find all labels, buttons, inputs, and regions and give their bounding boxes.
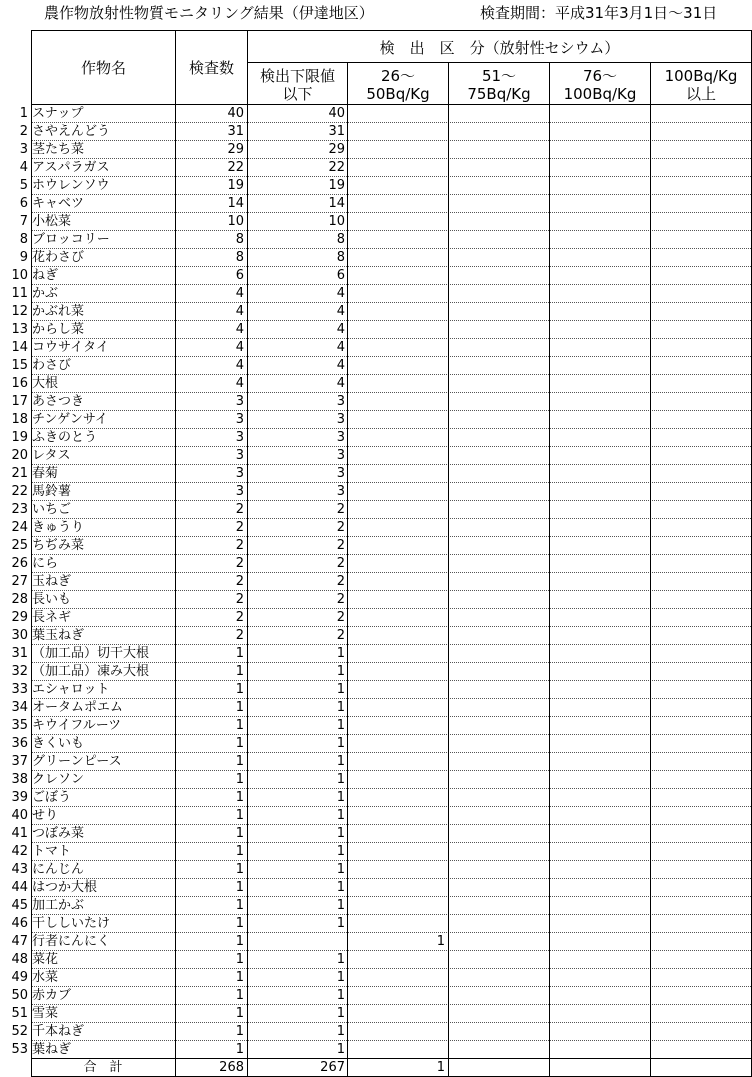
cell-crop-name: あさつき <box>32 394 85 409</box>
cell-below-limit: 3 <box>336 430 345 445</box>
grid-line <box>31 194 751 195</box>
cell-count: 22 <box>227 160 244 175</box>
cell-below-limit: 3 <box>336 466 345 481</box>
row-number: 27 <box>11 574 28 589</box>
cell-crop-name: キウイフルーツ <box>32 718 122 733</box>
grid-line <box>31 482 751 483</box>
cell-count: 1 <box>235 1042 244 1057</box>
row-number: 28 <box>11 592 28 607</box>
cell-count: 1 <box>235 826 244 841</box>
header-range-100-plus-line1: 100Bq/Kg <box>664 67 738 85</box>
cell-below-limit: 2 <box>336 592 345 607</box>
row-number: 26 <box>11 556 28 571</box>
cell-count: 4 <box>235 304 244 319</box>
cell-count: 4 <box>235 340 244 355</box>
grid-line <box>448 62 449 1077</box>
row-number: 7 <box>19 214 28 229</box>
cell-below-limit: 19 <box>328 178 345 193</box>
cell-crop-name: せり <box>32 808 59 823</box>
cell-crop-name: つぼみ菜 <box>32 826 85 841</box>
row-number: 2 <box>19 124 28 139</box>
cell-count: 3 <box>235 394 244 409</box>
cell-count: 4 <box>235 376 244 391</box>
cell-crop-name: チンゲンサイ <box>32 412 108 427</box>
row-number: 37 <box>11 754 28 769</box>
cell-crop-name: 水菜 <box>32 970 59 985</box>
cell-crop-name: ふきのとう <box>32 430 98 445</box>
cell-below-limit: 1 <box>336 664 345 679</box>
grid-line <box>31 392 751 393</box>
grid-line <box>31 30 32 1077</box>
grid-line <box>31 374 751 375</box>
cell-crop-name: 花わさび <box>32 250 85 265</box>
row-number: 15 <box>11 358 28 373</box>
header-crop-name: 作物名 <box>80 59 126 77</box>
cell-count: 31 <box>227 124 244 139</box>
cell-count: 3 <box>235 430 244 445</box>
cell-count: 1 <box>235 682 244 697</box>
cell-below-limit: 31 <box>328 124 345 139</box>
cell-crop-name: エシャロット <box>32 682 110 697</box>
header-count: 検査数 <box>188 59 234 77</box>
cell-count: 1 <box>235 880 244 895</box>
cell-count: 2 <box>235 574 244 589</box>
grid-line <box>31 626 751 627</box>
row-number: 39 <box>11 790 28 805</box>
cell-crop-name: にら <box>32 556 59 571</box>
cell-count: 1 <box>235 772 244 787</box>
cell-crop-name: 春菊 <box>32 466 59 481</box>
cell-below-limit: 14 <box>328 196 345 211</box>
header-below-limit <box>248 66 347 104</box>
grid-line <box>31 410 751 411</box>
row-number: 45 <box>11 898 28 913</box>
row-number: 17 <box>11 394 28 409</box>
grid-line <box>247 62 751 63</box>
cell-count: 1 <box>235 988 244 1003</box>
cell-count: 1 <box>235 934 244 949</box>
row-number: 24 <box>11 520 28 535</box>
header-below-limit-line1: 検出下限値 <box>259 67 335 85</box>
cell-crop-name: きくいも <box>32 736 85 751</box>
cell-below-limit: 2 <box>336 574 345 589</box>
row-number: 19 <box>11 430 28 445</box>
cell-below-limit: 1 <box>336 970 345 985</box>
row-number: 50 <box>11 988 28 1003</box>
cell-count: 1 <box>235 646 244 661</box>
cell-below-limit: 4 <box>336 358 345 373</box>
cell-crop-name: からし菜 <box>32 322 85 337</box>
grid-line <box>31 212 751 213</box>
cell-below-limit: 1 <box>336 844 345 859</box>
cell-crop-name: さやえんどう <box>32 124 111 139</box>
cell-crop-name: 雪菜 <box>32 1006 59 1021</box>
row-number: 36 <box>11 736 28 751</box>
cell-below-limit: 1 <box>336 808 345 823</box>
grid-line <box>31 860 751 861</box>
row-number: 35 <box>11 718 28 733</box>
cell-below-limit: 2 <box>336 610 345 625</box>
cell-crop-name: アスパラガス <box>32 160 110 175</box>
row-number: 40 <box>11 808 28 823</box>
cell-below-limit: 2 <box>336 538 345 553</box>
grid-line <box>31 536 751 537</box>
row-number: 4 <box>19 160 28 175</box>
grid-line <box>31 842 751 843</box>
grid-line <box>31 1004 751 1005</box>
cell-crop-name: かぶれ菜 <box>32 304 85 319</box>
grid-line <box>31 284 751 285</box>
cell-below-limit: 1 <box>336 772 345 787</box>
header-detection-group: 検 出 区 分（放射性セシウム） <box>379 39 620 57</box>
cell-below-limit: 1 <box>336 826 345 841</box>
cell-crop-name: 干ししいたけ <box>32 916 111 931</box>
row-number: 16 <box>11 376 28 391</box>
row-number: 11 <box>11 286 28 301</box>
cell-count: 1 <box>235 1006 244 1021</box>
grid-line <box>31 698 751 699</box>
grid-line <box>31 878 751 879</box>
cell-below-limit: 1 <box>336 862 345 877</box>
cell-count: 2 <box>235 556 244 571</box>
inspection-period: 検査期間：平成31年3月1日～31日 <box>480 4 718 22</box>
grid-line <box>31 1022 751 1023</box>
grid-line <box>31 932 751 933</box>
row-number: 9 <box>19 250 28 265</box>
grid-line <box>31 770 751 771</box>
row-number: 10 <box>11 268 28 283</box>
row-number: 47 <box>11 934 28 949</box>
cell-below-limit: 4 <box>336 376 345 391</box>
cell-below-limit: 1 <box>336 682 345 697</box>
grid-line <box>31 104 751 105</box>
row-number: 52 <box>11 1024 28 1039</box>
total-range-26-50: 1 <box>436 1060 445 1075</box>
cell-crop-name: 小松菜 <box>32 214 72 229</box>
row-number: 42 <box>11 844 28 859</box>
grid-line <box>31 302 751 303</box>
cell-below-limit: 1 <box>336 880 345 895</box>
row-number: 41 <box>11 826 28 841</box>
cell-crop-name: かぶ <box>32 286 59 301</box>
cell-below-limit: 3 <box>336 448 345 463</box>
cell-below-limit: 1 <box>336 1006 345 1021</box>
row-number: 13 <box>11 322 28 337</box>
grid-line <box>31 248 751 249</box>
cell-below-limit: 4 <box>336 286 345 301</box>
cell-crop-name: グリーンピース <box>32 754 122 769</box>
grid-line <box>175 30 176 1077</box>
cell-below-limit: 1 <box>336 754 345 769</box>
row-number: 5 <box>19 178 28 193</box>
cell-crop-name: はつか大根 <box>32 880 98 895</box>
cell-crop-name: スナップ <box>32 106 84 121</box>
cell-below-limit: 1 <box>336 790 345 805</box>
grid-line <box>31 518 751 519</box>
cell-crop-name: きゅうり <box>32 520 85 535</box>
cell-count: 2 <box>235 610 244 625</box>
cell-below-limit: 4 <box>336 340 345 355</box>
cell-count: 4 <box>235 322 244 337</box>
cell-crop-name: 葉ねぎ <box>32 1042 72 1057</box>
cell-below-limit: 4 <box>336 304 345 319</box>
grid-line <box>31 572 751 573</box>
total-below-limit: 267 <box>320 1060 345 1075</box>
grid-line <box>31 608 751 609</box>
cell-count: 2 <box>235 628 244 643</box>
cell-below-limit: 6 <box>336 268 345 283</box>
grid-line <box>31 230 751 231</box>
cell-crop-name: レタス <box>32 448 71 463</box>
grid-line <box>31 338 751 339</box>
cell-count: 8 <box>235 250 244 265</box>
grid-line <box>347 62 348 1077</box>
grid-line <box>31 968 751 969</box>
cell-crop-name: いちご <box>32 502 72 517</box>
cell-below-limit: 2 <box>336 556 345 571</box>
cell-count: 1 <box>235 700 244 715</box>
cell-below-limit: 1 <box>336 916 345 931</box>
cell-crop-name: クレソン <box>32 772 85 787</box>
grid-line <box>31 824 751 825</box>
cell-crop-name: ちぢみ菜 <box>32 538 85 553</box>
total-count: 268 <box>219 1060 244 1075</box>
cell-count: 1 <box>235 808 244 823</box>
cell-below-limit: 10 <box>328 214 345 229</box>
cell-crop-name: 葉玉ねぎ <box>32 628 85 643</box>
row-number: 33 <box>11 682 28 697</box>
grid-line <box>31 554 751 555</box>
cell-count: 2 <box>235 538 244 553</box>
grid-line <box>31 158 751 159</box>
cell-below-limit: 1 <box>336 736 345 751</box>
cell-count: 3 <box>235 448 244 463</box>
cell-count: 1 <box>235 952 244 967</box>
cell-crop-name: 長ネギ <box>32 610 72 625</box>
cell-count: 4 <box>235 358 244 373</box>
row-number: 49 <box>11 970 28 985</box>
row-number: 32 <box>11 664 28 679</box>
cell-below-limit: 3 <box>336 484 345 499</box>
row-number: 53 <box>11 1042 28 1057</box>
cell-below-limit: 2 <box>336 502 345 517</box>
cell-below-limit: 1 <box>336 988 345 1003</box>
row-number: 43 <box>11 862 28 877</box>
row-number: 3 <box>19 142 28 157</box>
cell-below-limit: 40 <box>328 106 345 121</box>
cell-below-limit: 3 <box>336 412 345 427</box>
row-number: 48 <box>11 952 28 967</box>
cell-below-limit: 1 <box>336 1042 345 1057</box>
header-range-100-plus-line2: 以上 <box>685 85 716 103</box>
row-number: 25 <box>11 538 28 553</box>
row-number: 21 <box>11 466 28 481</box>
grid-line <box>31 896 751 897</box>
row-number: 12 <box>11 304 28 319</box>
grid-line <box>31 1040 751 1041</box>
grid-line <box>31 266 751 267</box>
cell-count: 29 <box>227 142 244 157</box>
row-number: 18 <box>11 412 28 427</box>
cell-crop-name: ねぎ <box>32 268 59 283</box>
cell-crop-name: （加工品）切干大根 <box>32 646 150 661</box>
cell-crop-name: 加工かぶ <box>32 898 85 913</box>
grid-line <box>31 500 751 501</box>
cell-count: 2 <box>235 520 244 535</box>
cell-count: 3 <box>235 466 244 481</box>
grid-line <box>31 662 751 663</box>
cell-crop-name: ホウレンソウ <box>32 178 110 193</box>
grid-line <box>31 950 751 951</box>
header-range-76-100-line1: 76～ <box>582 67 618 85</box>
row-number: 14 <box>11 340 28 355</box>
grid-line <box>31 356 751 357</box>
header-below-limit-line2: 以下 <box>282 85 313 103</box>
cell-crop-name: ごぼう <box>32 790 72 805</box>
cell-count: 1 <box>235 736 244 751</box>
cell-crop-name: 千本ねぎ <box>32 1024 85 1039</box>
cell-count: 1 <box>235 862 244 877</box>
cell-count: 1 <box>235 898 244 913</box>
grid-line <box>31 752 751 753</box>
row-number: 44 <box>11 880 28 895</box>
cell-below-limit: 4 <box>336 322 345 337</box>
cell-count: 6 <box>235 268 244 283</box>
cell-count: 1 <box>235 664 244 679</box>
cell-count: 10 <box>227 214 244 229</box>
cell-below-limit: 1 <box>336 898 345 913</box>
row-number: 1 <box>19 106 28 121</box>
grid-line <box>31 788 751 789</box>
cell-crop-name: にんじん <box>32 862 85 877</box>
cell-count: 1 <box>235 790 244 805</box>
row-number: 6 <box>19 196 28 211</box>
cell-crop-name: 大根 <box>32 376 59 391</box>
header-range-26-50-line2: 50Bq/Kg <box>366 85 430 103</box>
row-number: 51 <box>11 1006 28 1021</box>
cell-count: 2 <box>235 502 244 517</box>
cell-crop-name: 茎たち菜 <box>32 142 85 157</box>
cell-below-limit: 1 <box>336 646 345 661</box>
cell-range-26-50: 1 <box>436 934 445 949</box>
grid-line <box>247 30 248 1077</box>
row-number: 29 <box>11 610 28 625</box>
cell-crop-name: オータムポエム <box>32 700 124 715</box>
cell-below-limit: 3 <box>336 394 345 409</box>
grid-line <box>31 806 751 807</box>
row-number: 30 <box>11 628 28 643</box>
cell-crop-name: ブロッコリー <box>32 232 110 247</box>
grid-line <box>31 320 751 321</box>
cell-crop-name: キャベツ <box>32 196 85 211</box>
total-label: 合 計 <box>83 1060 123 1075</box>
cell-crop-name: 長いも <box>32 592 72 607</box>
grid-line <box>31 716 751 717</box>
cell-count: 1 <box>235 718 244 733</box>
cell-crop-name: 馬鈴薯 <box>32 484 72 499</box>
cell-count: 8 <box>235 232 244 247</box>
cell-crop-name: 玉ねぎ <box>32 574 72 589</box>
grid-line <box>31 590 751 591</box>
row-number: 20 <box>11 448 28 463</box>
cell-count: 3 <box>235 484 244 499</box>
header-range-26-50-line1: 26～ <box>380 67 416 85</box>
cell-below-limit: 29 <box>328 142 345 157</box>
header-range-26-50 <box>348 66 448 104</box>
cell-count: 40 <box>227 106 244 121</box>
page-title: 農作物放射性物質モニタリング結果（伊達地区） <box>44 4 374 22</box>
cell-below-limit: 1 <box>336 952 345 967</box>
cell-count: 1 <box>235 844 244 859</box>
row-number: 46 <box>11 916 28 931</box>
grid-line <box>31 986 751 987</box>
grid-line <box>549 62 550 1077</box>
cell-count: 2 <box>235 592 244 607</box>
cell-crop-name: トマト <box>32 844 72 859</box>
header-range-51-75-line1: 51～ <box>481 67 517 85</box>
header-range-100-plus <box>651 66 751 104</box>
cell-count: 1 <box>235 1024 244 1039</box>
cell-count: 14 <box>227 196 244 211</box>
row-number: 34 <box>11 700 28 715</box>
header-range-76-100 <box>550 66 650 104</box>
grid-line <box>31 680 751 681</box>
cell-crop-name: コウサイタイ <box>32 340 109 355</box>
cell-below-limit: 22 <box>328 160 345 175</box>
row-number: 31 <box>11 646 28 661</box>
grid-line <box>31 30 751 31</box>
grid-line <box>31 428 751 429</box>
row-number: 23 <box>11 502 28 517</box>
cell-below-limit: 2 <box>336 520 345 535</box>
cell-below-limit: 1 <box>336 700 345 715</box>
cell-count: 1 <box>235 754 244 769</box>
header-range-76-100-line2: 100Bq/Kg <box>563 85 637 103</box>
cell-below-limit: 8 <box>336 232 345 247</box>
cell-below-limit: 2 <box>336 628 345 643</box>
header-range-51-75 <box>449 66 549 104</box>
row-number: 8 <box>19 232 28 247</box>
grid-line <box>31 464 751 465</box>
grid-line <box>31 140 751 141</box>
cell-count: 1 <box>235 970 244 985</box>
cell-below-limit: 1 <box>336 718 345 733</box>
cell-crop-name: （加工品）凍み大根 <box>32 664 150 679</box>
grid-line <box>31 734 751 735</box>
cell-crop-name: わさび <box>32 358 72 373</box>
grid-line <box>31 122 751 123</box>
row-number: 22 <box>11 484 28 499</box>
cell-below-limit: 8 <box>336 250 345 265</box>
grid-line <box>31 446 751 447</box>
cell-count: 1 <box>235 916 244 931</box>
row-number: 38 <box>11 772 28 787</box>
cell-below-limit: 1 <box>336 1024 345 1039</box>
cell-count: 4 <box>235 286 244 301</box>
grid-line <box>31 644 751 645</box>
cell-crop-name: 菜花 <box>32 952 59 967</box>
cell-crop-name: 赤カブ <box>32 988 72 1003</box>
grid-line <box>31 176 751 177</box>
header-range-51-75-line2: 75Bq/Kg <box>467 85 531 103</box>
cell-count: 3 <box>235 412 244 427</box>
cell-count: 19 <box>227 178 244 193</box>
cell-crop-name: 行者にんにく <box>32 934 111 949</box>
grid-line <box>31 914 751 915</box>
grid-line <box>650 62 651 1077</box>
